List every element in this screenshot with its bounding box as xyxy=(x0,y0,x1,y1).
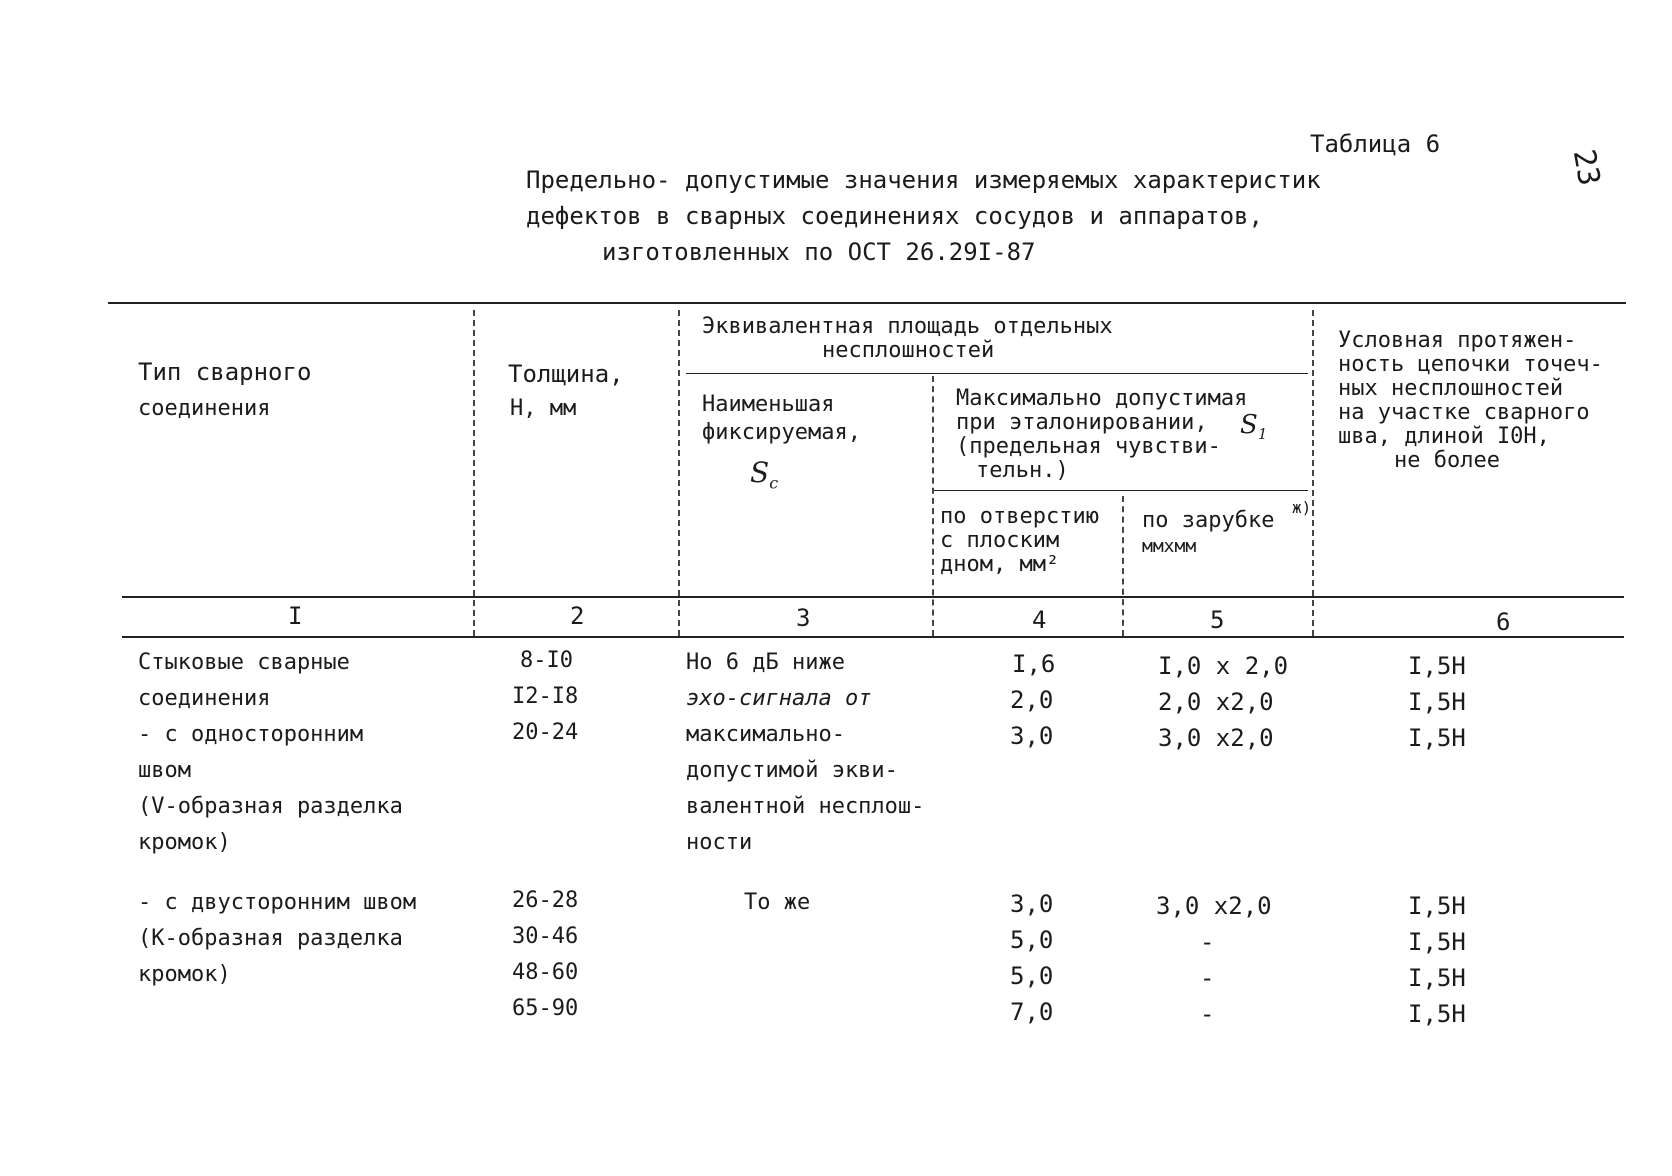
group2-row4-col6: I,5Н xyxy=(1408,1000,1466,1028)
col-number-6: 6 xyxy=(1496,608,1511,636)
group1-col3-line-1: Но 6 дБ ниже xyxy=(686,650,845,675)
group1-row2-thickness: I2-I8 xyxy=(512,684,579,709)
group2-row3-col5: - xyxy=(1200,964,1215,992)
group2-row3-col6: I,5Н xyxy=(1408,964,1466,992)
group1-row1-col4: I,6 xyxy=(1012,650,1056,678)
numbers-bottom-rule xyxy=(122,636,1624,638)
group2-row3-thickness: 48-60 xyxy=(512,960,579,985)
title-line-1: Предельно- допустимые значения измеряемых характеристик xyxy=(526,166,1321,194)
header-bottom-rule xyxy=(122,596,1624,598)
group1-row3-col5: 3,0 x2,0 xyxy=(1158,724,1274,752)
header-col3-line-1: Наименьшая xyxy=(702,392,835,417)
equiv-sub-rule xyxy=(686,373,1308,374)
col-number-5: 5 xyxy=(1210,606,1225,634)
group2-row2-col5: - xyxy=(1200,928,1215,956)
group1-row3-thickness: 20-24 xyxy=(512,720,579,745)
group2-row4-thickness: 65-90 xyxy=(512,996,579,1021)
group1-col3-line-4: допустимой экви- xyxy=(686,758,898,783)
group1-type-line-2: соединения xyxy=(138,686,271,711)
group1-type-line-3: - с односторонним xyxy=(138,722,364,747)
group2-row4-col4: 7,0 xyxy=(1010,998,1054,1026)
group1-row2-col6: I,5Н xyxy=(1408,688,1466,716)
header-max-symbol: $S_1$ xyxy=(1240,410,1268,444)
group2-type-line-2: (К-образная разделка xyxy=(138,926,403,951)
group1-col3-line-6: ности xyxy=(686,830,753,855)
header-col6-line-2: ность цепочки точеч- xyxy=(1338,352,1603,377)
group2-row3-col4: 5,0 xyxy=(1010,962,1054,990)
group2-type-line-1: - с двусторонним швом xyxy=(138,890,417,915)
col-sep-5-6 xyxy=(1312,310,1314,636)
group2-row4-col5: - xyxy=(1200,1000,1215,1028)
col-sep-4-5 xyxy=(1122,496,1124,636)
group2-col3: То же xyxy=(744,890,811,915)
col-number-4: 4 xyxy=(1032,606,1047,634)
header-max-line-1: Максимально допустимая xyxy=(956,386,1248,411)
max-sub-rule xyxy=(932,490,1308,491)
header-col6-line-4: на участке сварного xyxy=(1338,400,1590,425)
group1-row2-col5: 2,0 x2,0 xyxy=(1158,688,1274,716)
group2-row1-thickness: 26-28 xyxy=(512,888,579,913)
header-col4-line-3: дном, мм² xyxy=(940,552,1060,577)
group2-type-line-3: кромок) xyxy=(138,962,231,987)
header-col6-line-3: ных несплошностей xyxy=(1338,376,1564,401)
group2-row2-col4: 5,0 xyxy=(1010,926,1054,954)
group1-col3-line-2: эхо-сигнала от xyxy=(686,686,872,711)
col-number-3: 3 xyxy=(796,604,811,632)
group1-type-line-6: кромок) xyxy=(138,830,231,855)
title-line-2: дефектов в сварных соединениях сосудов и аппаратов, xyxy=(526,202,1263,230)
col-number-1: I xyxy=(288,602,303,630)
group1-row3-col4: 3,0 xyxy=(1010,722,1054,750)
group1-col3-line-5: валентной несплош- xyxy=(686,794,925,819)
col-number-2: 2 xyxy=(570,602,585,630)
group2-row1-col6: I,5Н xyxy=(1408,892,1466,920)
col-sep-1-2 xyxy=(473,310,475,636)
header-max-line-4: тельн.) xyxy=(976,458,1069,483)
header-equiv-line-2: несплошностей xyxy=(822,338,995,363)
header-type-line-2: соединения xyxy=(138,396,271,421)
group2-row2-thickness: 30-46 xyxy=(512,924,579,949)
title-line-3: изготовленных по ОСТ 26.29I-87 xyxy=(602,238,1036,266)
group2-row1-col5: 3,0 x2,0 xyxy=(1156,892,1272,920)
group1-row3-col6: I,5Н xyxy=(1408,724,1466,752)
header-col6-line-1: Условная протяжен- xyxy=(1338,328,1577,353)
header-col6-line-5: шва, длиной I0Н, xyxy=(1338,424,1550,449)
group1-col3-line-3: максимально- xyxy=(686,722,845,747)
table-label: Таблица 6 xyxy=(1310,130,1441,158)
header-col5-line-2: ммхмм xyxy=(1142,536,1197,557)
table-top-rule xyxy=(108,302,1626,304)
col-sep-3-4 xyxy=(932,376,934,636)
header-col4-line-1: по отверстию xyxy=(940,504,1099,529)
group1-row1-col6: I,5Н xyxy=(1408,652,1466,680)
page-number-mark: 23 xyxy=(1565,146,1607,189)
group1-row2-col4: 2,0 xyxy=(1010,686,1054,714)
group1-type-line-5: (V-образная разделка xyxy=(138,794,403,819)
group1-row1-col5: I,0 x 2,0 xyxy=(1158,652,1289,680)
group1-type-line-1: Стыковые сварные xyxy=(138,650,350,675)
header-thickness-line-1: Толщина, xyxy=(508,360,624,388)
header-col3-symbol: $S_c$ xyxy=(750,456,779,493)
header-col4-line-2: с плоским xyxy=(940,528,1060,553)
header-col5-line-1: по зарубке xyxy=(1142,508,1275,533)
header-equiv-line-1: Эквивалентная площадь отдельных xyxy=(702,314,1113,339)
header-max-line-2: при эталонировании, xyxy=(956,410,1208,435)
header-col6-line-6: не более xyxy=(1394,448,1500,473)
header-max-line-3: (предельная чувстви- xyxy=(956,434,1221,459)
group2-row1-col4: 3,0 xyxy=(1010,890,1054,918)
group2-row2-col6: I,5Н xyxy=(1408,928,1466,956)
col-sep-2-3 xyxy=(678,310,680,636)
header-col3-line-2: фиксируемая, xyxy=(702,420,861,445)
header-col5-footnote: ж) xyxy=(1292,498,1312,517)
header-thickness-line-2: Н, мм xyxy=(510,396,577,421)
group1-row1-thickness: 8-I0 xyxy=(520,648,573,673)
header-type-line-1: Тип сварного xyxy=(138,358,312,386)
group1-type-line-4: швом xyxy=(138,758,191,783)
